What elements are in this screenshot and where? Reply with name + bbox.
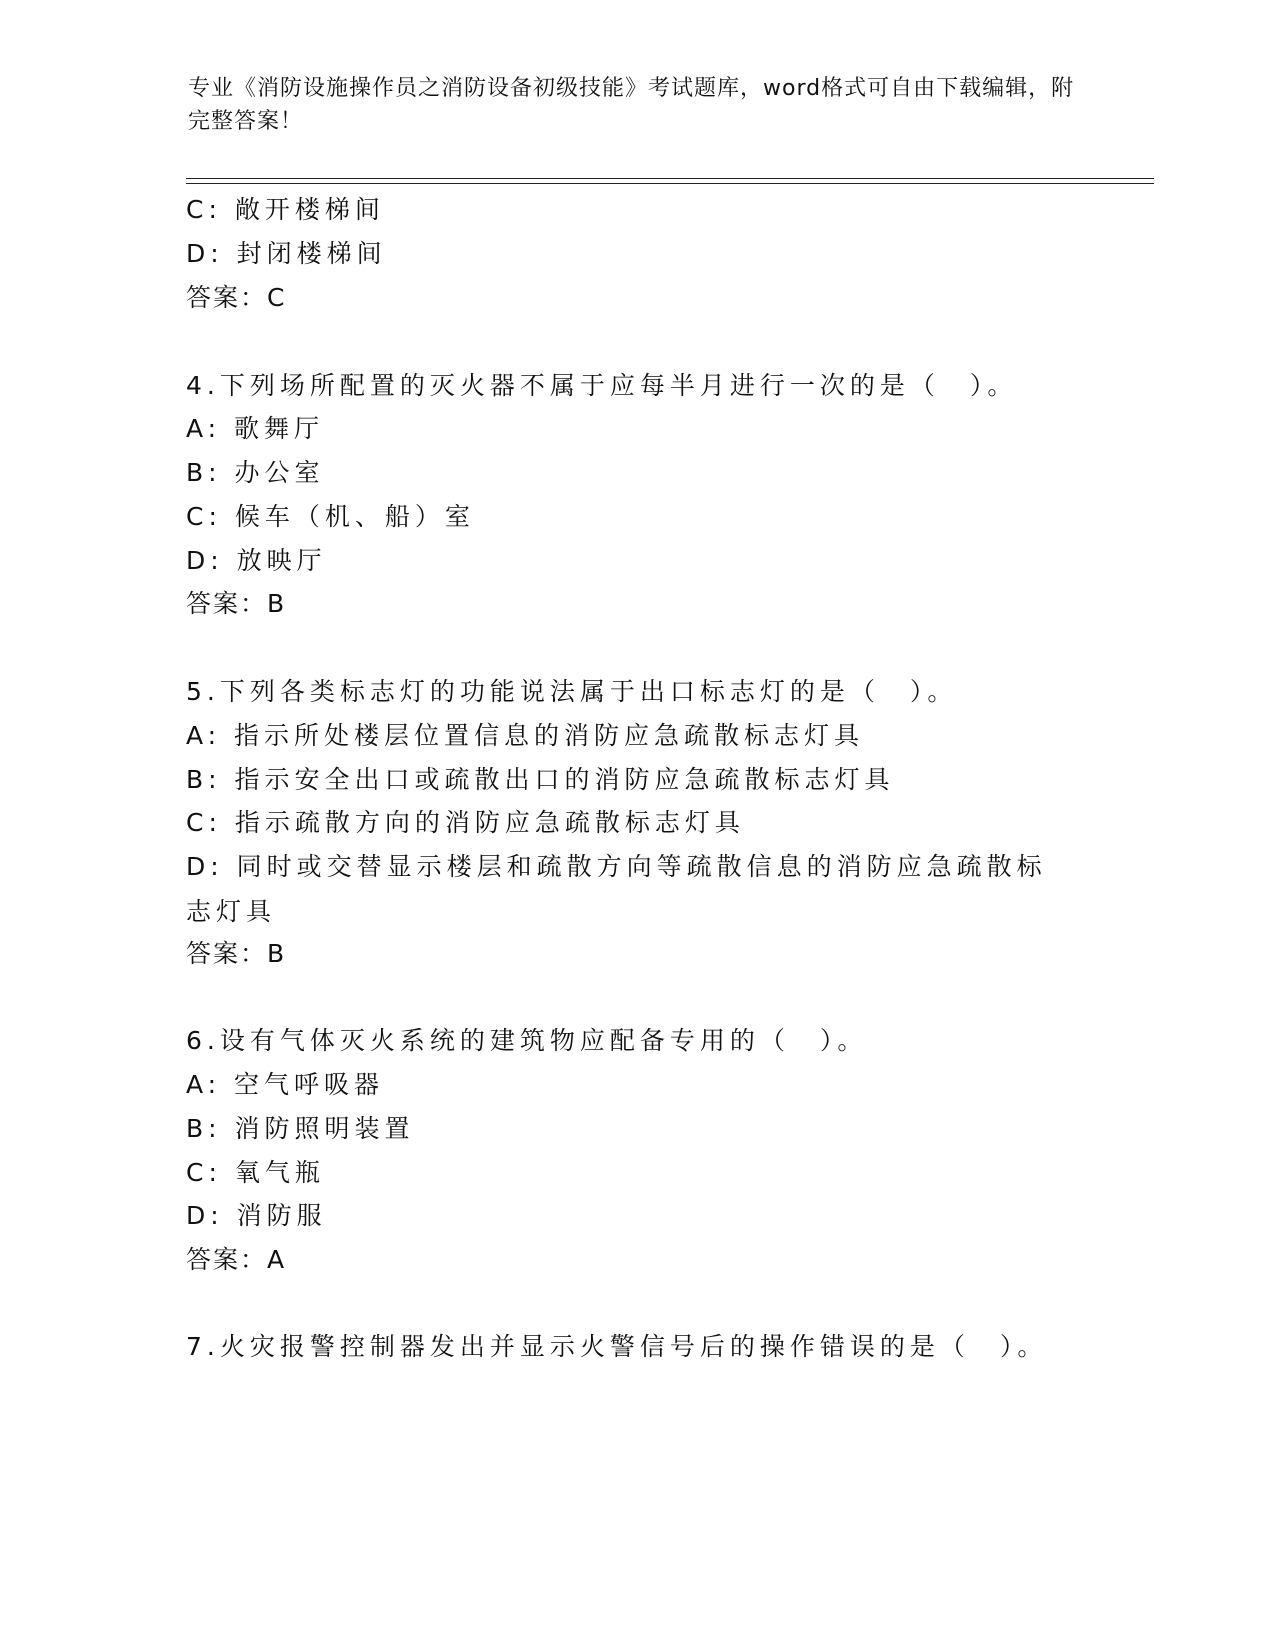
q6-answer: 答案：A <box>186 1245 287 1274</box>
q4-option-a: A: 歌舞厅 <box>186 414 325 443</box>
q6-option-b: B: 消防照明装置 <box>186 1114 415 1143</box>
q6-option-c: C: 氧气瓶 <box>186 1158 325 1187</box>
q4-stem: 4.下列场所配置的灭火器不属于应每半月进行一次的是（ ）。 <box>186 371 1018 400</box>
q3-answer: 答案：C <box>186 283 287 312</box>
q5-option-a: A: 指示所处楼层位置信息的消防应急疏散标志灯具 <box>186 721 865 750</box>
q6-option-a: A: 空气呼吸器 <box>186 1070 385 1099</box>
q5-option-c: C: 指示疏散方向的消防应急疏散标志灯具 <box>186 808 745 837</box>
q7-stem: 7.火灾报警控制器发出并显示火警信号后的操作错误的是（ ）。 <box>186 1332 1048 1361</box>
q5-answer: 答案：B <box>186 939 287 968</box>
q5-option-b: B: 指示安全出口或疏散出口的消防应急疏散标志灯具 <box>186 765 895 794</box>
q4-answer: 答案：B <box>186 589 287 618</box>
header-rule-bottom <box>186 183 1154 184</box>
q6-option-d: D: 消防服 <box>186 1201 327 1230</box>
document-header: 专业《消防设施操作员之消防设备初级技能》考试题库，word格式可自由下载编辑，附完整答案！ <box>188 76 1075 134</box>
q5-stem: 5.下列各类标志灯的功能说法属于出口标志灯的是（ ）。 <box>186 677 958 706</box>
q6-stem: 6.设有气体灭火系统的建筑物应配备专用的（ ）。 <box>186 1026 868 1055</box>
q4-option-d: D: 放映厅 <box>186 546 327 575</box>
q3-option-d: D: 封闭楼梯间 <box>186 239 387 268</box>
q3-option-c: C: 敞开楼梯间 <box>186 195 385 224</box>
header-rule-top <box>186 178 1154 179</box>
q4-option-c: C: 候车（机、船）室 <box>186 502 475 531</box>
q5-option-d: D: 同时或交替显示楼层和疏散方向等疏散信息的消防应急疏散标志灯具 <box>186 852 1047 926</box>
q4-option-b: B: 办公室 <box>186 458 325 487</box>
